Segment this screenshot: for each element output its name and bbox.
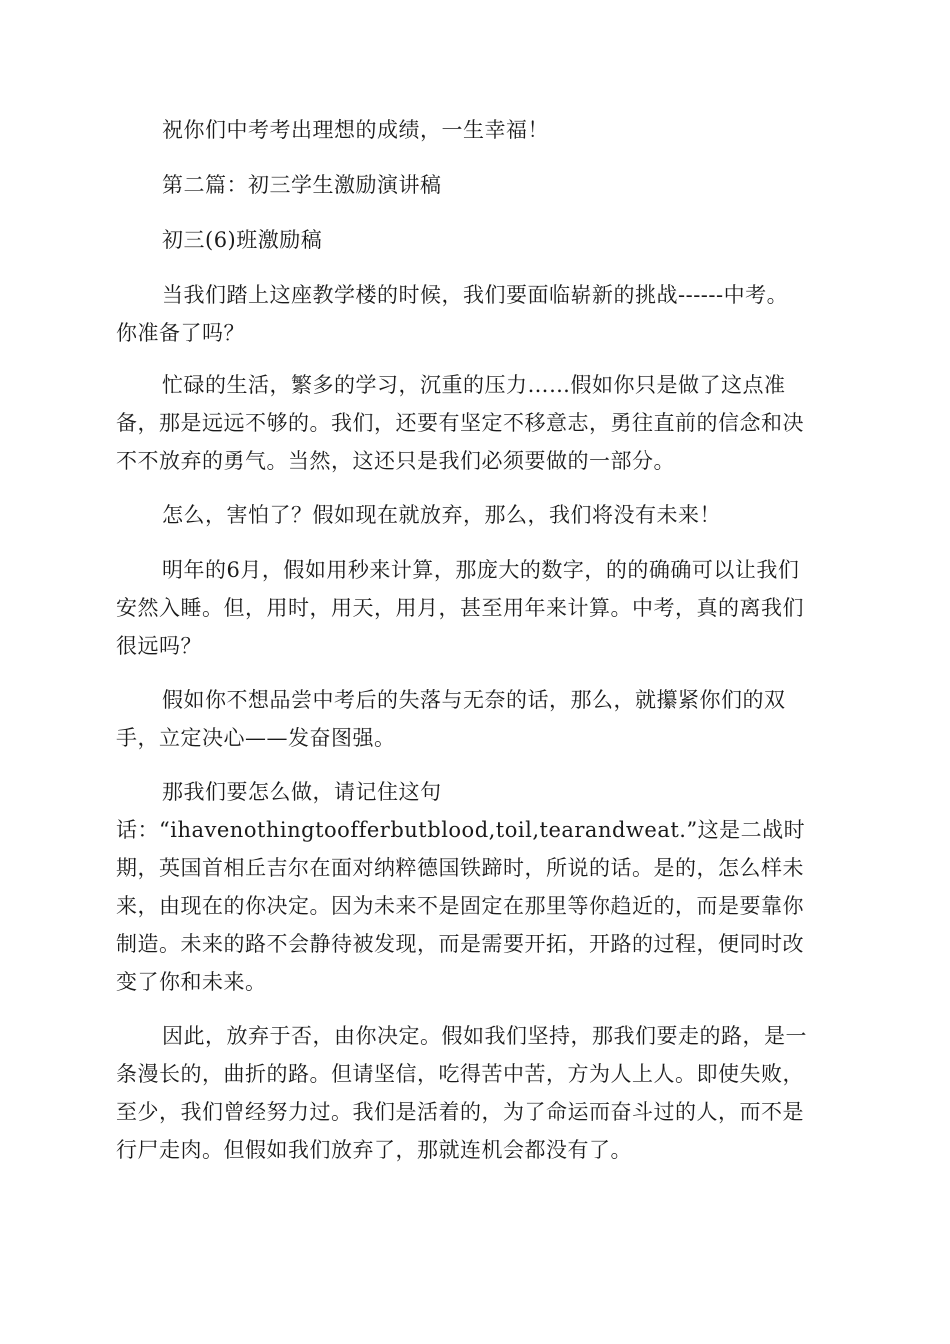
speech-title xyxy=(116,221,836,259)
text-line: 期，英国首相丘吉尔在面对纳粹德国铁蹄时，所说的话。是的，怎么样未 xyxy=(116,856,804,880)
text-line: 明年的6月，假如用秒来计算，那庞大的数字，的的确确可以让我们 xyxy=(162,558,800,582)
text-line: 条漫长的，曲折的路。但请坚信，吃得苦中苦，方为人上人。即使失败， xyxy=(116,1062,804,1086)
text-line: 初三(6)班激励稿 xyxy=(162,228,323,252)
paragraph-fear xyxy=(116,496,836,534)
text-line: 制造。未来的路不会静待被发现，而是需要开拓，开路的过程，便同时改 xyxy=(116,932,804,956)
text-line: 变了你和未来。 xyxy=(116,970,267,994)
paragraph-closing-wish xyxy=(116,111,836,149)
section-title xyxy=(116,166,836,204)
paragraph-challenge xyxy=(116,276,836,352)
text-line: 祝你们中考考出理想的成绩，一生幸福！ xyxy=(162,118,549,142)
text-line: 忙碌的生活，繁多的学习，沉重的压力……假如你只是做了这点准 xyxy=(162,373,786,397)
paragraph-persistence xyxy=(116,1017,836,1169)
text-line: 很远吗？ xyxy=(116,634,202,658)
text-line: 当我们踏上这座教学楼的时候，我们要面临崭新的挑战------中考。 xyxy=(162,283,789,307)
paragraph-churchill-quote xyxy=(116,773,836,1001)
text-line: 手，立定决心——发奋图强。 xyxy=(116,726,396,750)
text-line: 来，由现在的你决定。因为未来不是固定在那里等你趋近的，而是要靠你 xyxy=(116,894,804,918)
paragraph-determination xyxy=(116,681,836,757)
text-line: 因此，放弃于否，由你决定。假如我们坚持，那我们要走的路，是一 xyxy=(162,1024,807,1048)
text-line: 怎么，害怕了？假如现在就放弃，那么，我们将没有未来！ xyxy=(162,503,721,527)
text-line: 不不放弃的勇气。当然，这还只是我们必须要做的一部分。 xyxy=(116,449,675,473)
text-line: 你准备了吗？ xyxy=(116,321,245,345)
text-line: 那我们要怎么做，请记住这句 xyxy=(162,780,442,804)
text-line: 至少，我们曾经努力过。我们是活着的，为了命运而奋斗过的人，而不是 xyxy=(116,1100,804,1124)
text-line: 行尸走肉。但假如我们放弃了，那就连机会都没有了。 xyxy=(116,1138,632,1162)
text-line: 安然入睡。但，用时，用天，用月，甚至用年来计算。中考，真的离我们 xyxy=(116,596,804,620)
text-line: 备，那是远远不够的。我们，还要有坚定不移意志，勇往直前的信念和决 xyxy=(116,411,804,435)
text-line: 假如你不想品尝中考后的失落与无奈的话，那么，就攥紧你们的双 xyxy=(162,688,786,712)
text-line: 第二篇：初三学生激励演讲稿 xyxy=(162,173,442,197)
paragraph-countdown xyxy=(116,551,836,665)
paragraph-preparation xyxy=(116,366,836,480)
text-line: 话：“ihavenothingtoofferbutblood,toil,tearandweat.”这是二战时 xyxy=(116,818,806,842)
